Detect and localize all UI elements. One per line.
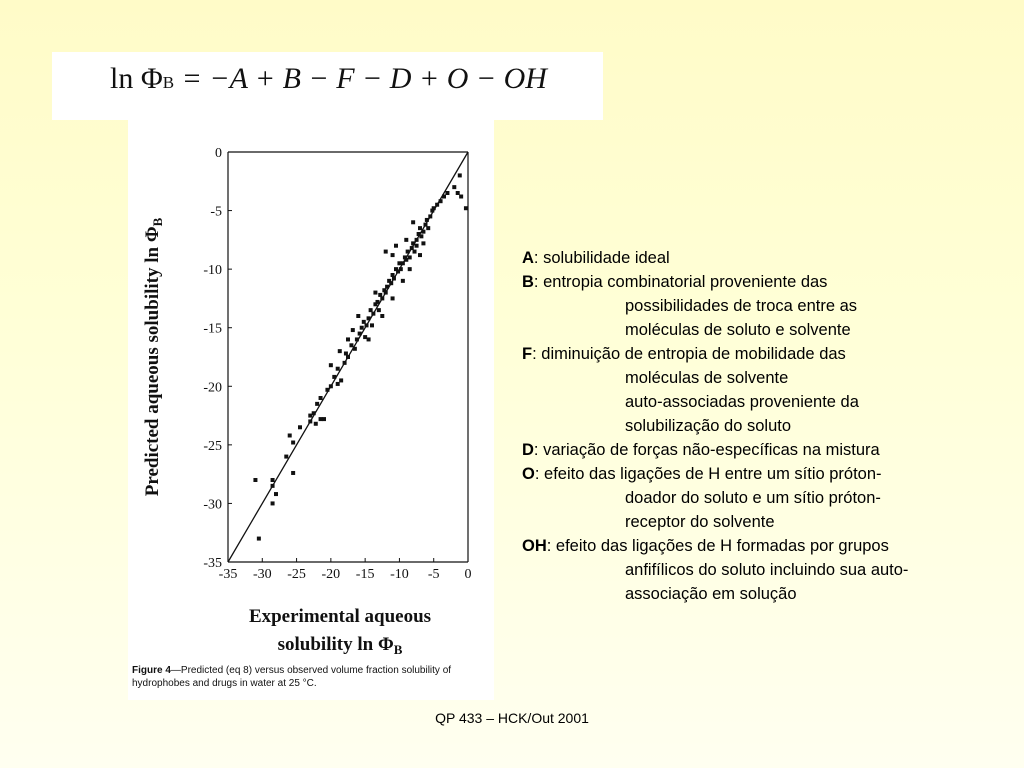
data-point bbox=[435, 203, 439, 207]
data-point bbox=[389, 281, 393, 285]
legend-continuation-line: moléculas de soluto e solvente bbox=[625, 321, 851, 339]
data-point bbox=[315, 402, 319, 406]
data-point bbox=[322, 417, 326, 421]
data-point bbox=[373, 291, 377, 295]
data-point bbox=[329, 384, 333, 388]
figure-panel bbox=[128, 120, 494, 700]
data-point bbox=[271, 501, 275, 505]
data-point bbox=[406, 250, 410, 254]
data-point bbox=[384, 291, 388, 295]
data-point bbox=[338, 349, 342, 353]
data-point bbox=[410, 246, 414, 250]
y-axis-label bbox=[142, 217, 165, 496]
legend-continuation-line: associação em solução bbox=[625, 585, 797, 603]
data-point bbox=[452, 185, 456, 189]
x-tick-label: -20 bbox=[321, 567, 341, 582]
legend-description: : diminuição de entropia de mobilidade das bbox=[532, 345, 846, 363]
data-point bbox=[253, 478, 257, 482]
axis-labels-group bbox=[142, 217, 431, 657]
data-point bbox=[423, 223, 427, 227]
data-point bbox=[394, 244, 398, 248]
scatter-chart bbox=[128, 120, 494, 660]
data-point bbox=[391, 273, 395, 277]
data-point bbox=[344, 351, 348, 355]
data-point bbox=[415, 244, 419, 248]
data-point bbox=[401, 279, 405, 283]
data-point bbox=[332, 375, 336, 379]
data-point bbox=[343, 361, 347, 365]
data-point bbox=[369, 308, 373, 312]
data-point bbox=[356, 314, 360, 318]
equation-rhs: = −A + B − F − D + O − OH bbox=[181, 62, 547, 95]
data-point bbox=[353, 347, 357, 351]
y-tick-label: -25 bbox=[203, 438, 222, 454]
data-point bbox=[339, 378, 343, 382]
data-point bbox=[291, 471, 295, 475]
data-point bbox=[375, 300, 379, 304]
legend-entry bbox=[522, 534, 1002, 606]
footer-text: QP 433 – HCK/Out 2001 bbox=[435, 710, 589, 726]
data-point bbox=[363, 335, 367, 339]
data-point bbox=[284, 455, 288, 459]
data-point bbox=[308, 419, 312, 423]
legend-entry bbox=[522, 462, 1002, 534]
legend-continuation-line: receptor do solvente bbox=[625, 513, 775, 531]
legend-symbol: O bbox=[522, 465, 535, 483]
y-axis-label-text: Predicted aqueous solubility ln Φ bbox=[142, 226, 163, 497]
data-point bbox=[336, 367, 340, 371]
x-axis-label-line2-text: solubility ln Φ bbox=[277, 634, 394, 655]
data-point bbox=[325, 388, 329, 392]
legend bbox=[522, 246, 1002, 606]
y-tick-label: -5 bbox=[210, 204, 222, 220]
data-point bbox=[346, 337, 350, 341]
data-point bbox=[371, 312, 375, 316]
x-tick-label: -30 bbox=[252, 567, 272, 582]
data-point bbox=[367, 337, 371, 341]
data-point bbox=[378, 293, 382, 297]
data-point bbox=[397, 261, 401, 265]
data-point bbox=[385, 285, 389, 289]
data-point bbox=[355, 337, 359, 341]
legend-entry bbox=[522, 342, 1002, 438]
legend-continuation-line: moléculas de solvente bbox=[625, 369, 789, 387]
data-point bbox=[308, 414, 312, 418]
data-point bbox=[358, 332, 362, 336]
legend-description: : efeito das ligações de H formadas por grupos bbox=[546, 537, 889, 555]
x-tick-label: -10 bbox=[390, 567, 409, 582]
y-tick-label: -30 bbox=[203, 497, 222, 513]
data-points-group bbox=[253, 173, 468, 540]
data-point bbox=[319, 417, 323, 421]
data-point bbox=[456, 191, 460, 195]
y-axis-label-subscript: B bbox=[150, 217, 165, 227]
y-tick-label: -20 bbox=[203, 380, 222, 396]
data-point bbox=[351, 328, 355, 332]
data-point bbox=[274, 492, 278, 496]
x-tick-label: -5 bbox=[427, 567, 440, 582]
figure-caption-text: —Predicted (eq 8) versus observed volume fraction solubility of hydrophobes and drugs in water at 25 °C. bbox=[132, 665, 452, 689]
data-point bbox=[291, 441, 295, 445]
legend-symbol: D bbox=[522, 441, 534, 459]
data-point bbox=[445, 191, 449, 195]
x-tick-label: -15 bbox=[355, 567, 375, 582]
data-point bbox=[419, 234, 423, 238]
data-point bbox=[411, 241, 415, 245]
data-point bbox=[404, 258, 408, 262]
data-point bbox=[312, 411, 316, 415]
data-point bbox=[418, 226, 422, 230]
equation-ln: ln bbox=[110, 62, 134, 95]
equation bbox=[110, 62, 547, 96]
data-point bbox=[411, 220, 415, 224]
x-tick-label: 0 bbox=[464, 567, 472, 582]
data-point bbox=[408, 255, 412, 259]
data-point bbox=[415, 238, 419, 242]
data-point bbox=[391, 296, 395, 300]
legend-entry bbox=[522, 438, 1002, 462]
data-point bbox=[380, 296, 384, 300]
data-point bbox=[319, 396, 323, 400]
y-tick-label: 0 bbox=[215, 146, 222, 161]
legend-description: : solubilidade ideal bbox=[533, 249, 670, 267]
data-point bbox=[346, 355, 350, 359]
equation-phi-subscript: B bbox=[162, 73, 175, 92]
data-point bbox=[377, 308, 381, 312]
equation-phi: Φ bbox=[140, 62, 163, 95]
data-point bbox=[418, 253, 422, 257]
data-point bbox=[399, 267, 403, 271]
data-point bbox=[432, 206, 436, 210]
x-tick-label: -35 bbox=[218, 567, 238, 582]
data-point bbox=[370, 323, 374, 327]
data-point bbox=[349, 343, 353, 347]
data-point bbox=[439, 199, 443, 203]
legend-description: : entropia combinatorial proveniente das bbox=[533, 273, 828, 291]
data-point bbox=[367, 316, 371, 320]
data-point bbox=[288, 433, 292, 437]
y-tick-label: -10 bbox=[203, 263, 222, 279]
data-point bbox=[271, 478, 275, 482]
legend-description: : variação de forças não-específicas na mistura bbox=[533, 441, 880, 459]
data-point bbox=[426, 226, 430, 230]
data-point bbox=[459, 195, 463, 199]
legend-continuation-line: doador do soluto e um sítio próton- bbox=[625, 489, 881, 507]
legend-description: : efeito das ligações de H entre um sítio próton- bbox=[534, 465, 882, 483]
legend-entry bbox=[522, 246, 1002, 270]
data-point bbox=[464, 206, 468, 210]
y-tick-label: -15 bbox=[203, 321, 222, 337]
data-point bbox=[329, 363, 333, 367]
legend-continuation-line: anfifílicos do soluto incluindo sua auto- bbox=[625, 561, 909, 579]
data-point bbox=[413, 250, 417, 254]
data-point bbox=[314, 422, 318, 426]
data-point bbox=[360, 326, 364, 330]
legend-continuation-line: auto-associadas proveniente da bbox=[625, 393, 859, 411]
x-tick-label: -25 bbox=[287, 567, 306, 582]
legend-continuation-line: possibilidades de troca entre as bbox=[625, 297, 858, 315]
equation-box bbox=[52, 52, 603, 120]
data-point bbox=[271, 484, 275, 488]
data-point bbox=[442, 195, 446, 199]
legend-symbol: A bbox=[522, 249, 534, 267]
data-point bbox=[392, 277, 396, 281]
data-point bbox=[428, 214, 432, 218]
figure-caption-label: Figure 4 bbox=[132, 665, 171, 676]
data-point bbox=[404, 238, 408, 242]
data-point bbox=[362, 320, 366, 324]
legend-symbol: F bbox=[522, 345, 533, 363]
legend-symbol: B bbox=[522, 273, 534, 291]
data-point bbox=[336, 382, 340, 386]
data-point bbox=[384, 250, 388, 254]
data-point bbox=[421, 241, 425, 245]
data-point bbox=[458, 173, 462, 177]
data-point bbox=[257, 537, 261, 541]
legend-entry bbox=[522, 270, 1002, 342]
legend-continuation-line: solubilização do soluto bbox=[625, 417, 792, 435]
y-tick-label: -35 bbox=[203, 556, 222, 571]
legend-symbol: OH bbox=[522, 537, 547, 555]
figure-caption bbox=[132, 664, 484, 690]
data-point bbox=[298, 425, 302, 429]
x-axis-label-subscript: B bbox=[393, 642, 403, 657]
data-point bbox=[408, 267, 412, 271]
data-point bbox=[421, 230, 425, 234]
x-axis-label-line1: Experimental aqueous bbox=[248, 606, 432, 627]
data-point bbox=[425, 218, 429, 222]
data-point bbox=[380, 314, 384, 318]
x-axis-label-line2 bbox=[278, 634, 403, 657]
data-point bbox=[391, 253, 395, 257]
data-point bbox=[365, 323, 369, 327]
data-point bbox=[401, 261, 405, 265]
